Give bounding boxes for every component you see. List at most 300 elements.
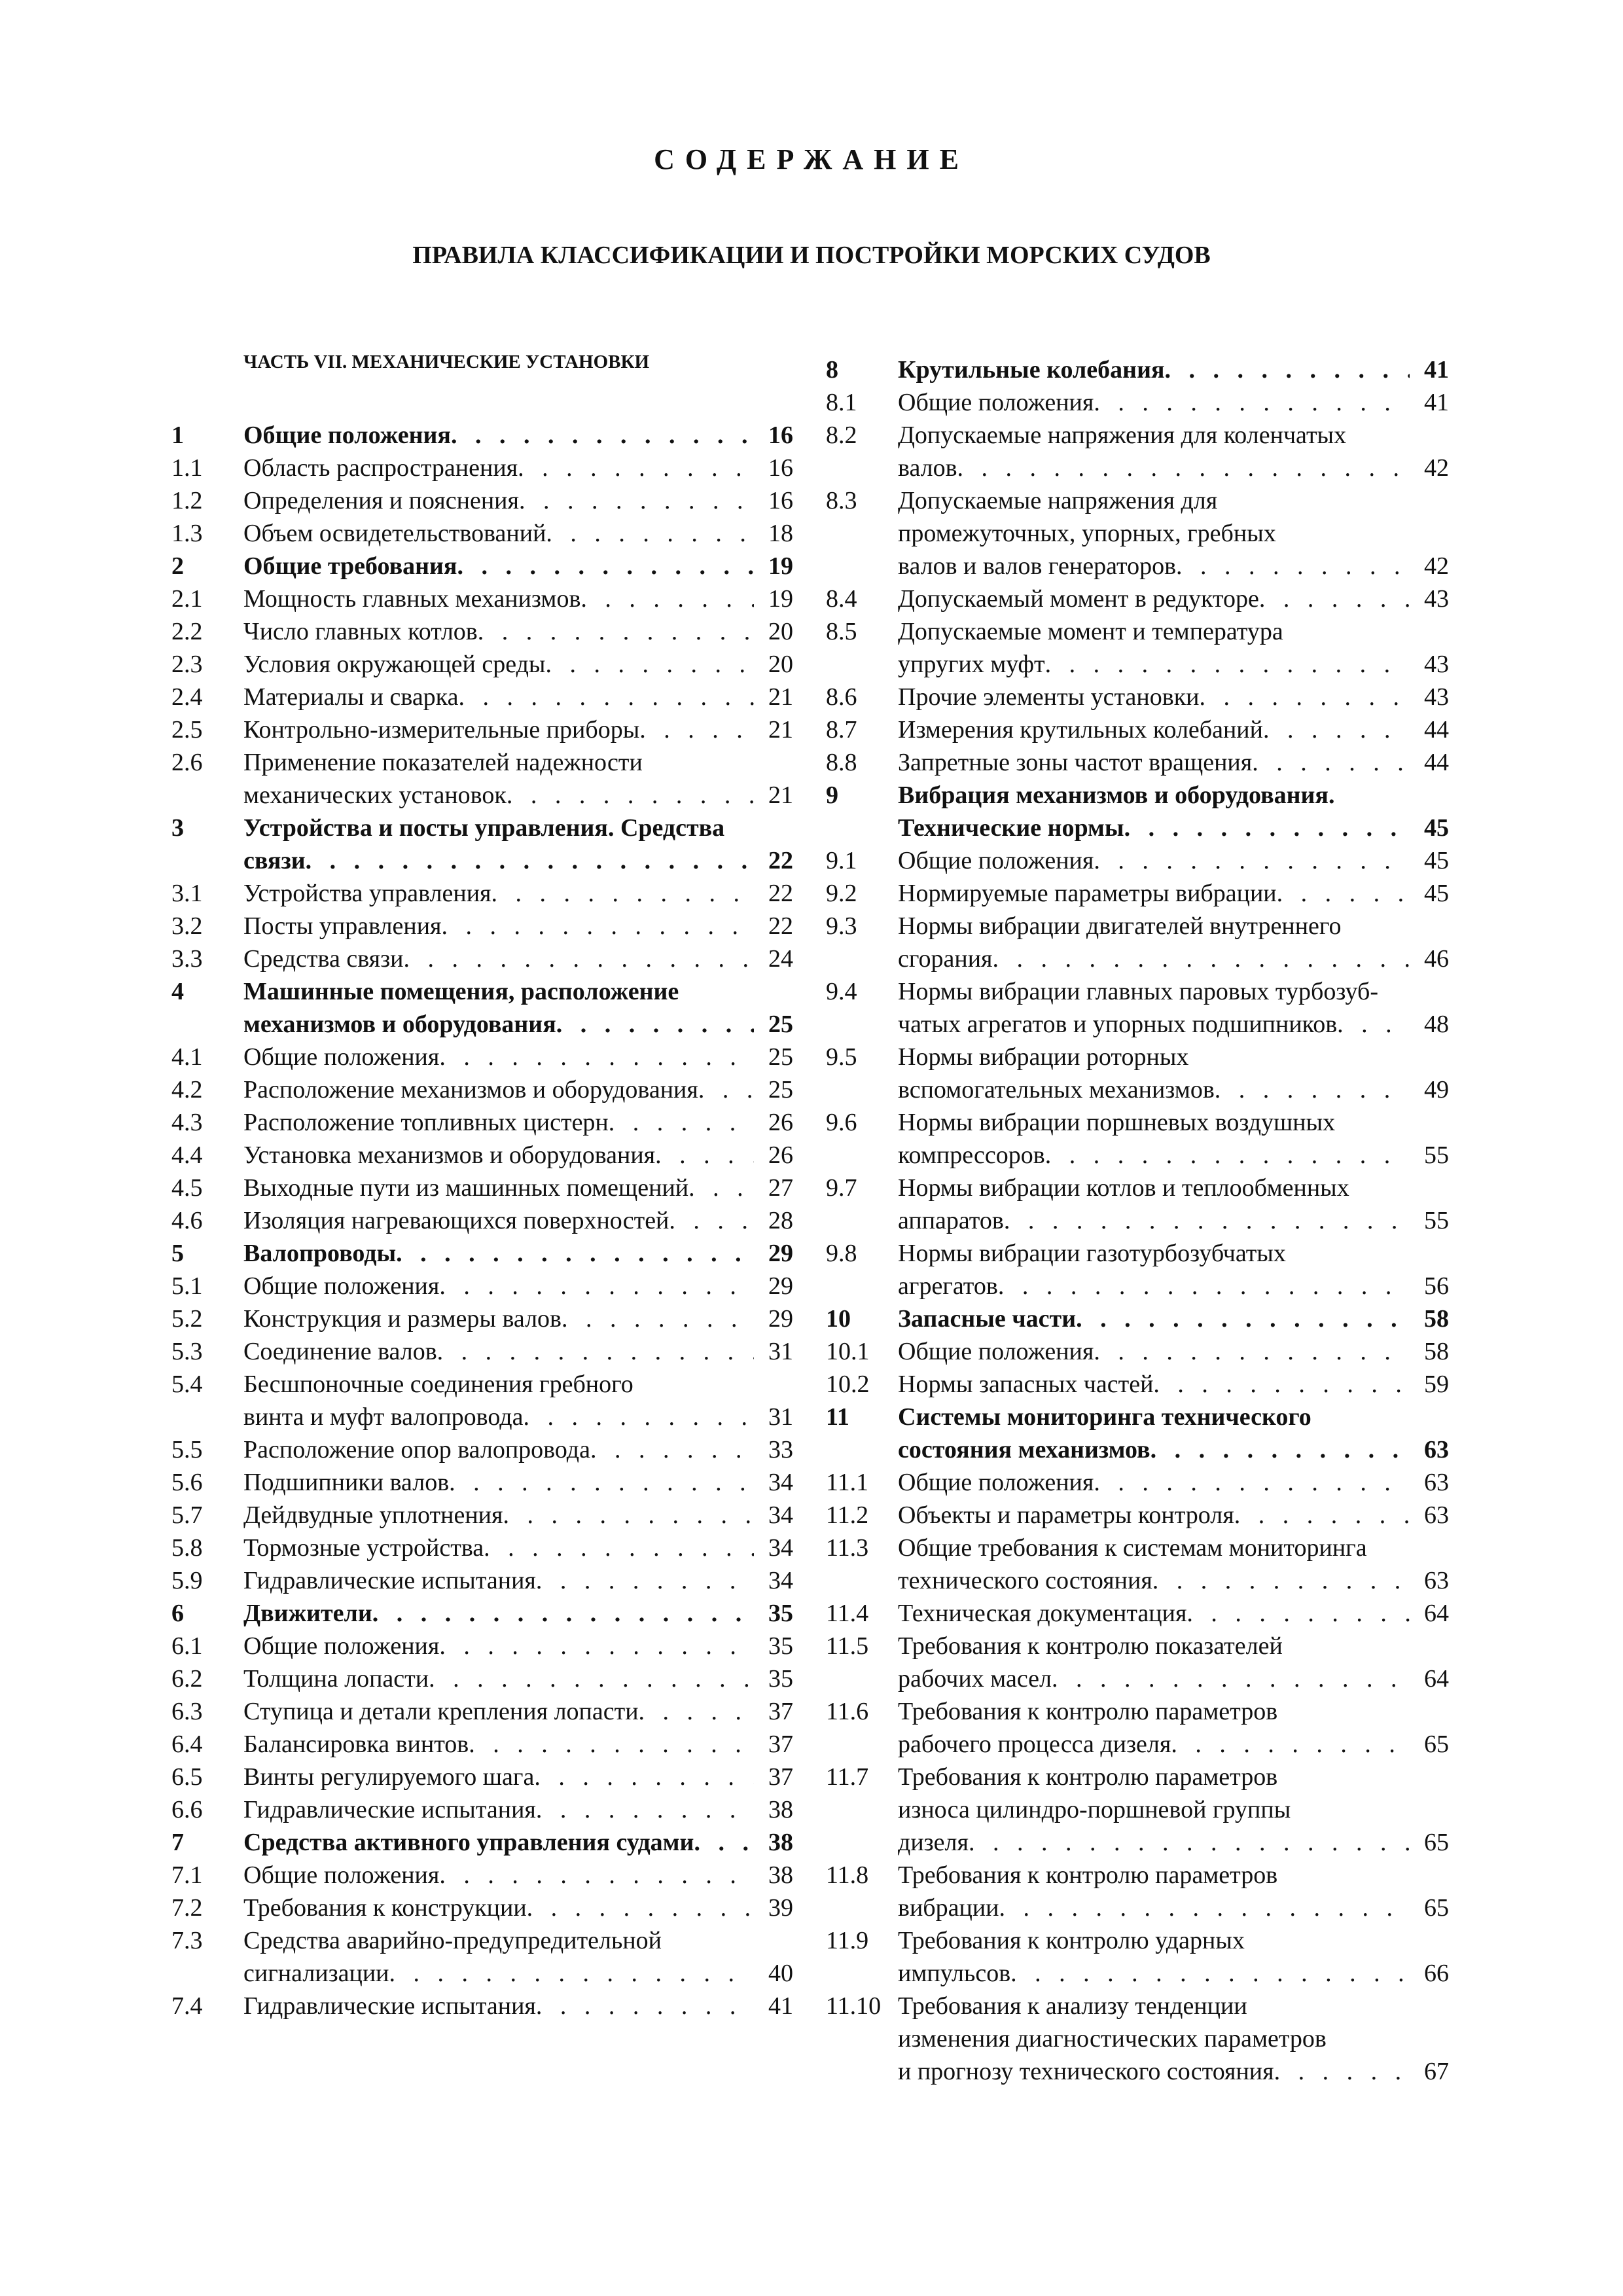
document-subtitle: ПРАВИЛА КЛАССИФИКАЦИИ И ПОСТРОЙКИ МОРСКИХ СУДОВ	[412, 242, 1211, 269]
toc-subsection	[826, 910, 1449, 975]
toc-subsection	[826, 484, 1449, 583]
toc-section	[826, 1401, 1449, 1466]
toc-page-number: 20	[768, 651, 793, 678]
dot-leader	[478, 615, 754, 648]
dot-leader	[1094, 1335, 1410, 1368]
toc-entry-number: 5	[171, 1240, 184, 1267]
toc-subsection	[826, 1859, 1449, 1924]
toc-entry-title: износа цилиндро-поршневой группы	[898, 1796, 1291, 1823]
toc-entry-number: 11.10	[826, 1992, 882, 2020]
toc-entry-title: Нормы вибрации поршневых воздушных	[898, 1109, 1336, 1136]
toc-entry-number: 11.2	[826, 1501, 869, 1529]
toc-entry-number: 8.1	[826, 389, 857, 416]
dot-leader	[546, 517, 754, 550]
toc-entry-number: 8.6	[826, 683, 857, 711]
toc-entry-title: Подшипники валов	[243, 1469, 450, 1496]
toc-entry-number: 4.1	[171, 1043, 203, 1071]
dot-leader	[1124, 812, 1410, 844]
toc-entry-title: Технические нормы	[898, 814, 1124, 842]
toc-page-number: 42	[1424, 454, 1449, 482]
dot-leader	[1094, 386, 1410, 419]
toc-entry-number: 6	[171, 1600, 184, 1627]
toc-entry-title: Вибрация механизмов и оборудования.	[898, 781, 1335, 809]
toc-page-number: 45	[1424, 814, 1449, 842]
toc-entry-number: 2	[171, 552, 184, 580]
toc-entry-title: Движители	[243, 1600, 372, 1627]
toc-entry-number: 3.1	[171, 880, 203, 907]
dot-leader	[1186, 1597, 1410, 1630]
toc-subsection	[826, 419, 1449, 484]
toc-entry-number: 11.6	[826, 1698, 869, 1725]
toc-entry-title: Тормозные устройства	[243, 1534, 484, 1562]
toc-entry-title: изменения диагностических параметров	[898, 2025, 1327, 2053]
toc-entry-number: 9	[826, 781, 838, 809]
toc-entry-number: 2.5	[171, 716, 203, 744]
toc-entry-title: Балансировка винтов	[243, 1731, 469, 1758]
dot-leader	[469, 1728, 754, 1761]
toc-entry-title: винта и муфт валопровода	[243, 1403, 524, 1431]
dot-leader	[429, 1662, 754, 1695]
toc-entry-title: Допускаемые напряжения для	[898, 487, 1218, 514]
toc-entry-number: 8.4	[826, 585, 857, 613]
toc-page-number: 42	[1424, 552, 1449, 580]
toc-subsection	[826, 1924, 1449, 1990]
toc-page-number: 16	[768, 454, 793, 482]
dot-leader	[1076, 1302, 1410, 1335]
toc-entry-title: Толщина лопасти	[243, 1665, 429, 1693]
toc-page-number: 45	[1424, 847, 1449, 874]
toc-entry-number: 5.9	[171, 1567, 203, 1594]
toc-subsection	[826, 1630, 1449, 1695]
toc-page-number: 44	[1424, 749, 1449, 776]
toc-page-number: 58	[1424, 1338, 1449, 1365]
toc-page-number: 20	[768, 618, 793, 645]
toc-entry-title: Допускаемые напряжения для коленчатых	[898, 422, 1347, 449]
toc-page-number: 63	[1424, 1567, 1449, 1594]
toc-entry-title: Требования к контролю параметров	[898, 1861, 1278, 1889]
dot-leader	[1010, 1957, 1410, 1990]
dot-leader	[1176, 550, 1410, 583]
dot-leader	[1171, 1728, 1410, 1761]
toc-entry-number: 5.6	[171, 1469, 203, 1496]
dot-leader	[998, 1270, 1410, 1302]
toc-entry-title: Общие требования к системам мониторинга	[898, 1534, 1367, 1562]
toc-subsection	[171, 1139, 793, 1172]
toc-page-number: 37	[768, 1698, 793, 1725]
toc-entry-title: Допускаемые момент и температура	[898, 618, 1283, 645]
dot-leader	[1045, 1139, 1410, 1172]
toc-subsection	[826, 1499, 1449, 1532]
toc-subsection	[171, 615, 793, 648]
dot-leader	[451, 419, 754, 452]
toc-entry-number: 2.3	[171, 651, 203, 678]
toc-section	[171, 419, 793, 452]
toc-subsection	[171, 1990, 793, 2022]
dot-leader	[484, 1532, 754, 1564]
toc-entry-title: рабочих масел	[898, 1665, 1052, 1693]
toc-entry-number: 4.2	[171, 1076, 203, 1103]
toc-page-number: 22	[768, 847, 793, 874]
toc-entry-title: Измерения крутильных колебаний	[898, 716, 1263, 744]
toc-subsection	[826, 681, 1449, 713]
toc-entry-title: вибрации	[898, 1894, 999, 1922]
dot-leader	[957, 452, 1410, 484]
toc-page-number: 25	[768, 1076, 793, 1103]
dot-leader	[1259, 583, 1410, 615]
toc-entry-number: 5.2	[171, 1305, 203, 1333]
dot-leader	[669, 1204, 754, 1237]
dot-leader	[536, 1990, 754, 2022]
toc-entry-number: 11.5	[826, 1632, 869, 1660]
toc-subsection	[171, 1728, 793, 1761]
toc-entry-number: 11.4	[826, 1600, 869, 1627]
dot-leader	[993, 942, 1410, 975]
dot-leader	[1052, 1662, 1410, 1695]
toc-entry-title: Нормы запасных частей	[898, 1371, 1154, 1398]
toc-subsection	[826, 1532, 1449, 1597]
toc-entry-title: состояния механизмов	[898, 1436, 1150, 1463]
toc-subsection	[171, 713, 793, 746]
toc-page-number: 31	[768, 1403, 793, 1431]
toc-entry-number: 9.7	[826, 1174, 857, 1202]
toc-entry-number: 11.7	[826, 1763, 869, 1791]
dot-leader	[449, 1466, 754, 1499]
toc-entry-number: 3.3	[171, 945, 203, 973]
toc-entry-title: Средства связи	[243, 945, 404, 973]
toc-entry-number: 1	[171, 422, 184, 449]
toc-entry-number: 4.4	[171, 1141, 203, 1169]
dot-leader	[403, 942, 754, 975]
toc-entry-number: 8.3	[826, 487, 857, 514]
dot-leader	[688, 1172, 754, 1204]
toc-page-number: 19	[768, 552, 793, 580]
toc-section	[171, 1597, 793, 1630]
dot-leader	[389, 1957, 754, 1990]
toc-entry-title: Нормы вибрации котлов и теплообменных	[898, 1174, 1349, 1202]
toc-section	[171, 812, 793, 877]
toc-page-number: 28	[768, 1207, 793, 1234]
toc-entry-title: аппаратов	[898, 1207, 1004, 1234]
toc-entry-number: 10.1	[826, 1338, 870, 1365]
toc-section	[171, 975, 793, 1041]
toc-page-number: 63	[1424, 1501, 1449, 1529]
toc-entry-title: валов и валов генераторов	[898, 552, 1177, 580]
toc-subsection	[171, 1204, 793, 1237]
toc-subsection	[171, 452, 793, 484]
toc-subsection	[826, 1335, 1449, 1368]
toc-page-number: 34	[768, 1469, 793, 1496]
toc-subsection	[171, 1499, 793, 1532]
dot-leader	[1150, 1433, 1410, 1466]
toc-page-number: 38	[768, 1861, 793, 1889]
toc-subsection	[826, 844, 1449, 877]
toc-entry-number: 8.2	[826, 422, 857, 449]
toc-entry-title: Общие положения	[898, 1469, 1094, 1496]
toc-entry-number: 3	[171, 814, 184, 842]
dot-leader	[1274, 2055, 1410, 2088]
toc-entry-title: Запретные зоны частот вращения	[898, 749, 1253, 776]
toc-entry-number: 5.3	[171, 1338, 203, 1365]
toc-section	[171, 550, 793, 583]
toc-section	[171, 1826, 793, 1859]
toc-entry-title: Расположение топливных цистерн	[243, 1109, 609, 1136]
dot-leader	[698, 1073, 754, 1106]
dot-leader	[534, 1761, 754, 1793]
dot-leader	[1153, 1368, 1410, 1401]
toc-page-number: 44	[1424, 716, 1449, 744]
toc-page-number: 43	[1424, 683, 1449, 711]
part-title: ЧАСТЬ VII. МЕХАНИЧЕСКИЕ УСТАНОВКИ	[243, 351, 650, 372]
toc-subsection	[171, 1892, 793, 1924]
toc-entry-number: 5.4	[171, 1371, 203, 1398]
toc-subsection	[171, 1761, 793, 1793]
toc-page-number: 43	[1424, 585, 1449, 613]
toc-entry-title: Условия окружающей среды	[243, 651, 546, 678]
dot-leader	[969, 1826, 1410, 1859]
toc-entry-title: Общие требования	[243, 552, 457, 580]
toc-entry-title: Требования к контролю параметров	[898, 1763, 1278, 1791]
toc-subsection	[826, 1041, 1449, 1106]
toc-entry-title: Гидравлические испытания	[243, 1567, 536, 1594]
toc-entry-title: Число главных котлов	[243, 618, 478, 645]
toc-entry-title: Расположение механизмов и оборудования	[243, 1076, 698, 1103]
dot-leader	[694, 1826, 754, 1859]
toc-entry-number: 8.8	[826, 749, 857, 776]
toc-entry-number: 1.1	[171, 454, 203, 482]
toc-entry-title: Общие положения	[898, 1338, 1094, 1365]
toc-subsection	[826, 1106, 1449, 1172]
toc-entry-number: 1.2	[171, 487, 203, 514]
toc-page-number: 37	[768, 1763, 793, 1791]
toc-entry-title: Ступица и детали крепления лопасти	[243, 1698, 639, 1725]
dot-leader	[999, 1892, 1410, 1924]
toc-subsection	[826, 975, 1449, 1041]
toc-page-number: 34	[768, 1534, 793, 1562]
toc-subsection	[171, 1368, 793, 1433]
toc-subsection	[826, 583, 1449, 615]
dot-leader	[527, 1892, 754, 1924]
toc-page-number: 65	[1424, 1829, 1449, 1856]
toc-subsection	[171, 910, 793, 942]
toc-page-number: 21	[768, 716, 793, 744]
toc-entry-number: 8	[826, 356, 838, 384]
dot-leader	[580, 583, 754, 615]
toc-entry-title: Нормы вибрации двигателей внутреннего	[898, 912, 1342, 940]
dot-leader	[507, 779, 754, 812]
toc-page-number: 34	[768, 1567, 793, 1594]
toc-entry-title: Область распространения	[243, 454, 518, 482]
toc-entry-title: Соединение валов	[243, 1338, 437, 1365]
toc-entry-title: Средства аварийно-предупредительной	[243, 1927, 662, 1954]
toc-subsection	[171, 1793, 793, 1826]
toc-entry-title: Машинные помещения, расположение	[243, 978, 679, 1005]
toc-page-number: 35	[768, 1665, 793, 1693]
toc-subsection	[826, 713, 1449, 746]
toc-subsection	[826, 1761, 1449, 1859]
toc-entry-number: 9.2	[826, 880, 857, 907]
toc-entry-number: 2.2	[171, 618, 203, 645]
toc-entry-title: Требования к контролю показателей	[898, 1632, 1283, 1660]
toc-entry-title: чатых агрегатов и упорных подшипников	[898, 1011, 1338, 1038]
toc-subsection	[171, 583, 793, 615]
dot-leader	[639, 1695, 754, 1728]
toc-entry-title: Нормы вибрации роторных	[898, 1043, 1189, 1071]
toc-page-number: 29	[768, 1240, 793, 1267]
toc-entry-title: Общие положения	[243, 1272, 440, 1300]
toc-entry-title: Конструкция и размеры валов	[243, 1305, 562, 1333]
toc-page-number: 22	[768, 880, 793, 907]
toc-entry-title: и прогнозу технического состояния	[898, 2058, 1274, 2085]
toc-page-number: 16	[768, 487, 793, 514]
toc-entry-number: 6.6	[171, 1796, 203, 1823]
toc-subsection	[171, 1073, 793, 1106]
toc-entry-number: 6.3	[171, 1698, 203, 1725]
toc-subsection	[826, 386, 1449, 419]
toc-page-number: 35	[768, 1632, 793, 1660]
toc-entry-number: 11	[826, 1403, 849, 1431]
toc-section	[826, 779, 1449, 844]
toc-page-number: 67	[1424, 2058, 1449, 2085]
toc-entry-title: дизеля	[898, 1829, 969, 1856]
toc-entry-title: Объекты и параметры контроля	[898, 1501, 1234, 1529]
toc-entry-title: Винты регулируемого шага	[243, 1763, 535, 1791]
dot-leader	[655, 1139, 754, 1172]
toc-entry-number: 5.1	[171, 1272, 203, 1300]
toc-page-number: 38	[768, 1796, 793, 1823]
dot-leader	[437, 1335, 754, 1368]
toc-subsection	[826, 877, 1449, 910]
toc-left-column	[171, 419, 793, 2022]
toc-page-number: 29	[768, 1272, 793, 1300]
toc-entry-title: Установка механизмов и оборудования	[243, 1141, 656, 1169]
toc-entry-number: 3.2	[171, 912, 203, 940]
toc-page-number: 41	[1424, 389, 1449, 416]
dot-leader	[536, 1564, 754, 1597]
toc-entry-title: Крутильные колебания	[898, 356, 1165, 384]
dot-leader	[1234, 1499, 1410, 1532]
dot-leader	[639, 713, 754, 746]
toc-page-number: 34	[768, 1501, 793, 1529]
toc-page-number: 26	[768, 1141, 793, 1169]
dot-leader	[439, 1270, 754, 1302]
toc-entry-title: Нормы вибрации газотурбозубчатых	[898, 1240, 1286, 1267]
toc-entry-number: 7.4	[171, 1992, 203, 2020]
toc-entry-title: валов	[898, 454, 957, 482]
dot-leader	[439, 1041, 754, 1073]
toc-entry-title: связи	[243, 847, 306, 874]
toc-entry-title: Прочие элементы установки	[898, 683, 1200, 711]
toc-section	[826, 1302, 1449, 1335]
toc-subsection	[826, 1368, 1449, 1401]
dot-leader	[518, 452, 754, 484]
toc-entry-title: Системы мониторинга технического	[898, 1403, 1311, 1431]
toc-page-number: 40	[768, 1960, 793, 1987]
toc-subsection	[826, 1172, 1449, 1237]
toc-page-number: 63	[1424, 1469, 1449, 1496]
toc-page-number: 38	[768, 1829, 793, 1856]
toc-entry-title: Устройства и посты управления. Средства	[243, 814, 725, 842]
toc-entry-number: 7	[171, 1829, 184, 1856]
toc-subsection	[171, 1859, 793, 1892]
toc-entry-title: Дейдвудные уплотнения	[243, 1501, 503, 1529]
toc-subsection	[171, 1466, 793, 1499]
toc-entry-number: 7.2	[171, 1894, 203, 1922]
toc-entry-title: промежуточных, упорных, гребных	[898, 520, 1276, 547]
dot-leader	[609, 1106, 754, 1139]
toc-page-number: 21	[768, 781, 793, 809]
toc-entry-number: 7.1	[171, 1861, 203, 1889]
toc-entry-title: Требования к контролю параметров	[898, 1698, 1278, 1725]
toc-subsection	[171, 681, 793, 713]
toc-entry-title: Допускаемый момент в редукторе	[898, 585, 1259, 613]
toc-entry-number: 6.1	[171, 1632, 203, 1660]
toc-entry-title: сигнализации	[243, 1960, 389, 1987]
toc-entry-number: 9.1	[826, 847, 857, 874]
toc-subsection	[171, 1630, 793, 1662]
toc-page-number: 39	[768, 1894, 793, 1922]
dot-leader	[556, 1008, 754, 1041]
toc-entry-title: Выходные пути из машинных помещений	[243, 1174, 689, 1202]
toc-entry-title: Материалы и сварка	[243, 683, 459, 711]
toc-page-number: 66	[1424, 1960, 1449, 1987]
toc-entry-title: Требования к контролю ударных	[898, 1927, 1245, 1954]
toc-entry-title: Средства активного управления судами	[243, 1829, 694, 1856]
toc-subsection	[826, 746, 1449, 779]
dot-leader	[1094, 844, 1410, 877]
toc-page-number: 16	[768, 422, 793, 449]
toc-page-number: 25	[768, 1043, 793, 1071]
toc-entry-title: Определения и пояснения	[243, 487, 519, 514]
toc-entry-title: Требования к конструкции	[243, 1894, 527, 1922]
toc-entry-number: 8.7	[826, 716, 857, 744]
toc-entry-number: 7.3	[171, 1927, 203, 1954]
toc-subsection	[171, 1662, 793, 1695]
toc-entry-number: 6.5	[171, 1763, 203, 1791]
document-title: СОДЕРЖАНИЕ	[654, 143, 969, 175]
toc-subsection	[171, 1564, 793, 1597]
toc-entry-number: 9.6	[826, 1109, 857, 1136]
toc-entry-number: 4.6	[171, 1207, 203, 1234]
toc-page-number: 21	[768, 683, 793, 711]
toc-page-number: 31	[768, 1338, 793, 1365]
toc-entry-title: механических установок	[243, 781, 507, 809]
toc-entry-number: 9.3	[826, 912, 857, 940]
toc-page-number: 41	[768, 1992, 793, 2020]
dot-leader	[1263, 713, 1410, 746]
toc-entry-title: Общие положения	[243, 1632, 440, 1660]
dot-leader	[439, 1630, 754, 1662]
toc-page-number: 55	[1424, 1141, 1449, 1169]
toc-entry-title: Общие положения	[243, 1861, 440, 1889]
dot-leader	[396, 1237, 754, 1270]
toc-entry-title: Нормируемые параметры вибрации	[898, 880, 1277, 907]
toc-subsection	[171, 1433, 793, 1466]
toc-section	[171, 1237, 793, 1270]
toc-entry-title: Требования к анализу тенденции	[898, 1992, 1247, 2020]
toc-entry-title: упругих муфт	[898, 651, 1045, 678]
dot-leader	[1215, 1073, 1410, 1106]
dot-leader	[458, 681, 754, 713]
toc-page-number: 56	[1424, 1272, 1449, 1300]
toc-entry-title: Общие положения	[243, 1043, 440, 1071]
toc-subsection	[826, 1695, 1449, 1761]
toc-page-number: 27	[768, 1174, 793, 1202]
toc-entry-number: 10	[826, 1305, 851, 1333]
toc-entry-title: Посты управления	[243, 912, 442, 940]
toc-entry-number: 10.2	[826, 1371, 870, 1398]
toc-entry-number: 5.7	[171, 1501, 203, 1529]
toc-entry-number: 2.6	[171, 749, 203, 776]
